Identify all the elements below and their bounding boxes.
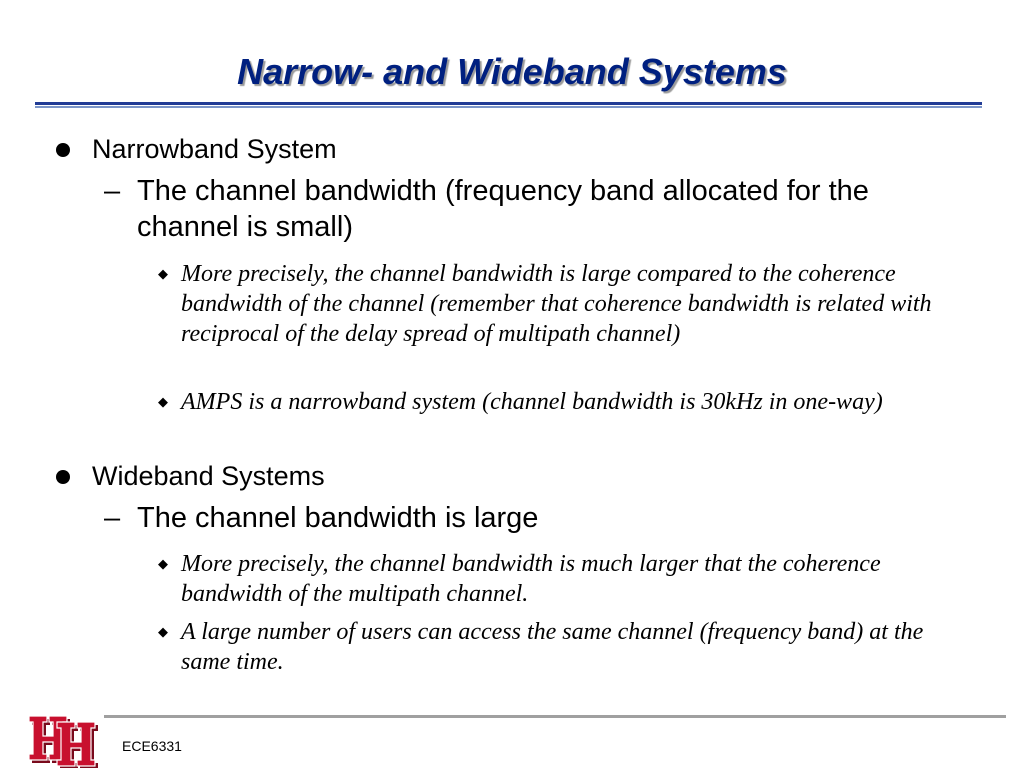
footer-course-label: ECE6331 — [122, 738, 182, 754]
uh-logo-icon — [24, 712, 104, 768]
diamond-bullet-icon: ◆ — [158, 624, 168, 639]
section-heading-wideband: Wideband Systems — [92, 461, 325, 491]
bullet-dot-icon — [56, 143, 70, 157]
point-narrowband-2: AMPS is a narrowband system (channel bandwidth is 30kHz in one-way) — [181, 389, 883, 415]
section-sub-narrowband: The channel bandwidth (frequency band allocated for the channel is small) — [137, 175, 869, 243]
section-sub-wideband: The channel bandwidth is large — [137, 502, 539, 534]
dash-bullet: – — [104, 175, 121, 207]
point-wideband-2: A large number of users can access the same channel (frequency band) at the same time. — [181, 619, 924, 675]
bullet-dot-icon — [56, 470, 70, 484]
point-wideband-1: More precisely, the channel bandwidth is much larger that the coherence bandwidth of the multipath channel. — [181, 551, 881, 607]
section-heading-narrowband: Narrowband System — [92, 134, 337, 164]
diamond-bullet-icon: ◆ — [158, 394, 168, 409]
footer-divider — [104, 715, 1006, 718]
diamond-bullet-icon: ◆ — [158, 556, 168, 571]
point-narrowband-1: More precisely, the channel bandwidth is large compared to the coherence bandwidth of the channel (remember that coherence bandwidth is related with reciprocal of the delay spread of multipath channel) — [181, 261, 932, 347]
dash-bullet: – — [104, 502, 121, 534]
diamond-bullet-icon: ◆ — [158, 266, 168, 281]
slide-title: Narrow- and Wideband Systems — [237, 51, 787, 92]
